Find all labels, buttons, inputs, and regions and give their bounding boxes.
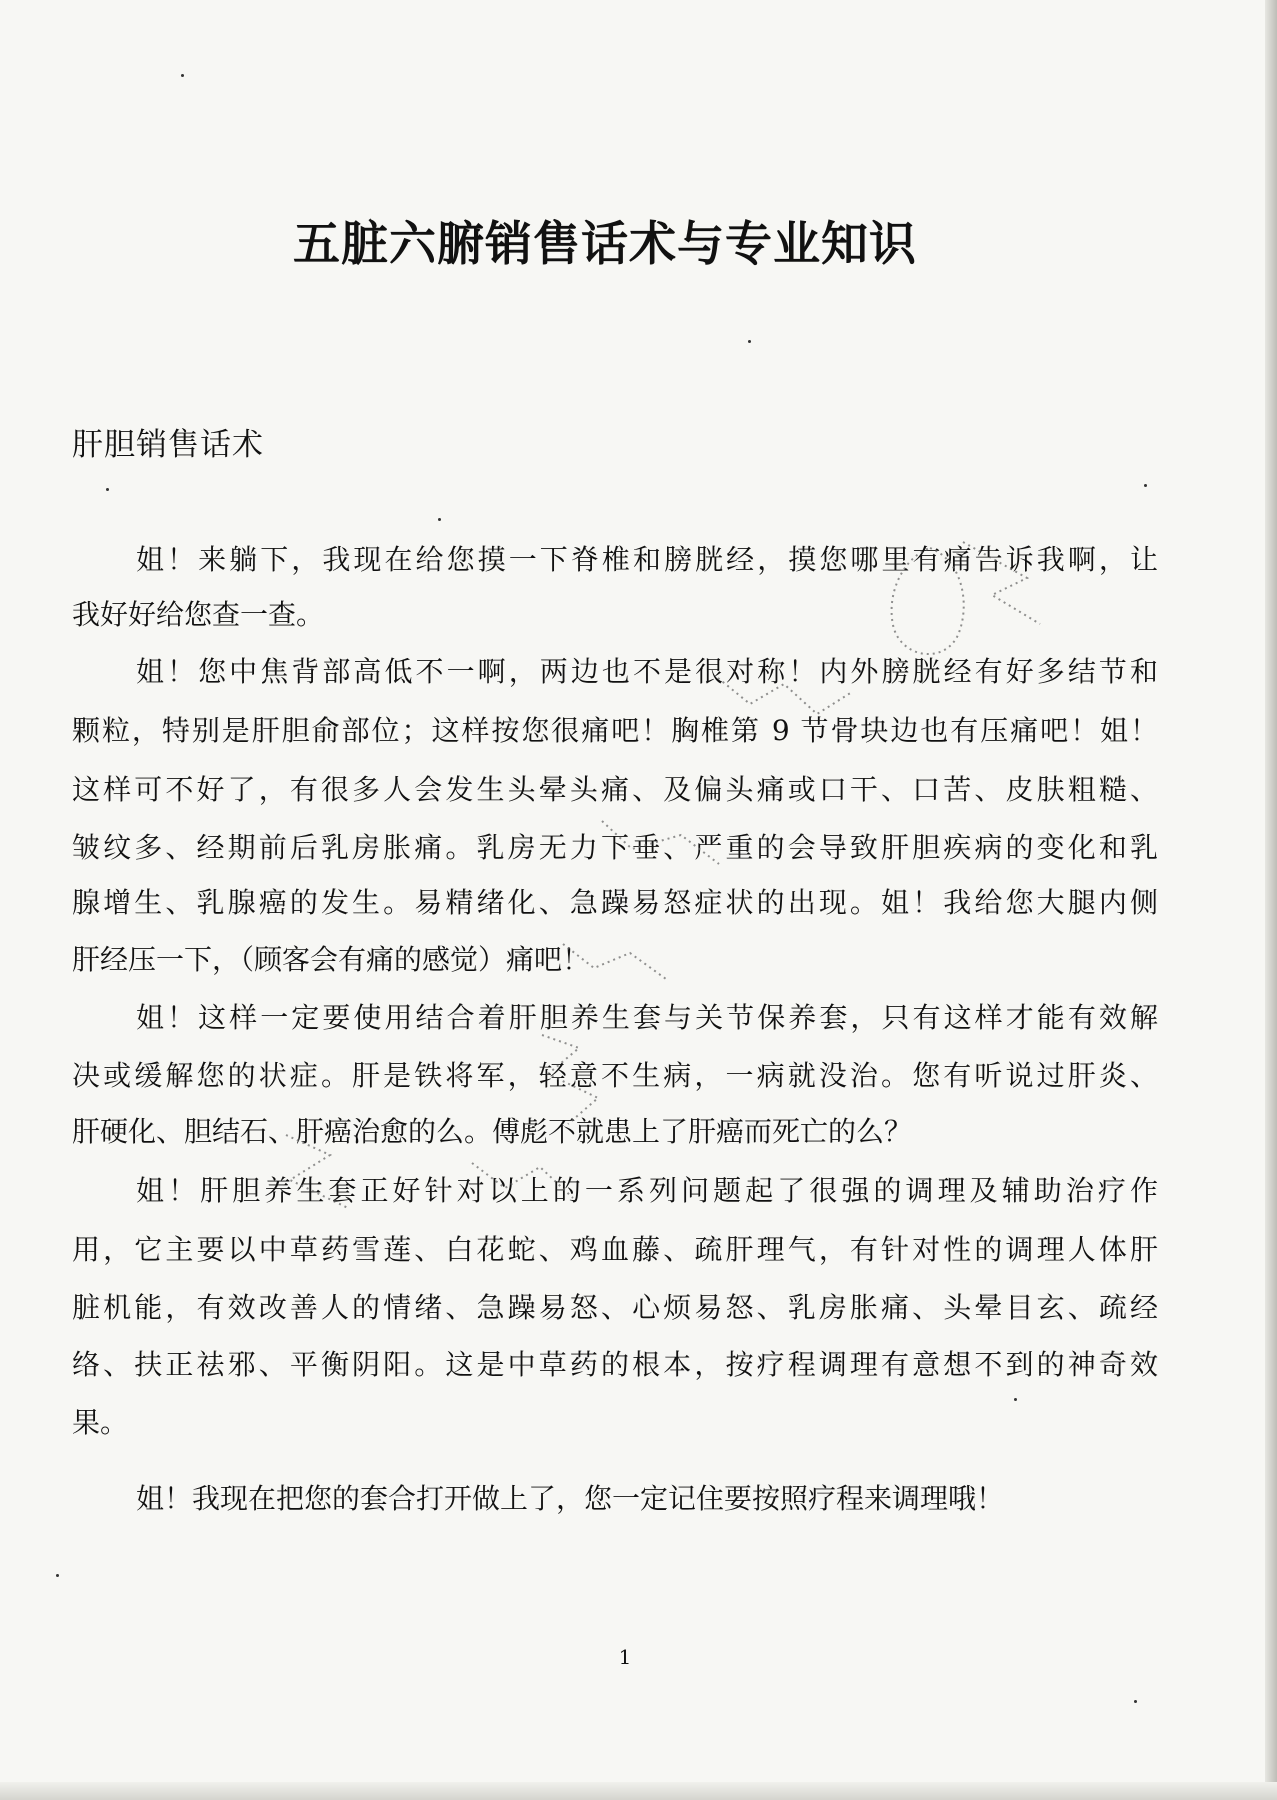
paragraph-line: 姐！您中焦背部高低不一啊，两边也不是很对称！内外膀胱经有好多结节和 <box>136 655 1158 688</box>
paragraph-line: 决或缓解您的状症。肝是铁将军，轻意不生病，一病就没治。您有听说过肝炎、 <box>72 1059 1158 1092</box>
paragraph-line: 肝硬化、胆结石、肝癌治愈的么。傅彪不就患上了肝癌而死亡的么？ <box>72 1115 913 1148</box>
document-title: 五脏六腑销售话术与专业知识 <box>293 217 917 272</box>
scan-speck <box>1014 1398 1017 1401</box>
scan-speck <box>1134 1700 1137 1703</box>
paragraph-line: 络、扶正祛邪、平衡阴阳。这是中草药的根本，按疗程调理有意想不到的神奇效 <box>72 1348 1158 1381</box>
paragraph-line: 脏机能，有效改善人的情绪、急躁易怒、心烦易怒、乳房胀痛、头晕目玄、疏经 <box>72 1291 1158 1324</box>
paragraph-line: 姐！这样一定要使用结合着肝胆养生套与关节保养套，只有这样才能有效解 <box>136 1001 1158 1034</box>
paragraph-line: 用，它主要以中草药雪莲、白花蛇、鸡血藤、疏肝理气，有针对性的调理人体肝 <box>72 1233 1158 1266</box>
scan-shadow-right <box>1265 0 1277 1800</box>
scan-speck <box>181 74 184 77</box>
paragraph-line: 这样可不好了，有很多人会发生头晕头痛、及偏头痛或口干、口苦、皮肤粗糙、 <box>72 773 1158 806</box>
scan-speck <box>438 518 441 521</box>
paragraph-line: 肝经压一下，（顾客会有痛的感觉）痛吧！ <box>72 943 591 976</box>
section-title: 肝胆销售话术 <box>72 427 264 463</box>
scan-speck <box>56 1574 59 1577</box>
scan-speck <box>748 340 751 343</box>
scan-shadow-bottom <box>0 1782 1277 1800</box>
paragraph-line: 皱纹多、经期前后乳房胀痛。乳房无力下垂、严重的会导致肝胆疾病的变化和乳 <box>72 831 1158 864</box>
paragraph-line: 姐！我现在把您的套合打开做上了，您一定记住要按照疗程来调理哦！ <box>136 1482 1005 1515</box>
paragraph-line: 果。 <box>72 1406 129 1439</box>
paragraph-line: 腺增生、乳腺癌的发生。易精绪化、急躁易怒症状的出现。姐！我给您大腿内侧 <box>72 886 1158 919</box>
scan-speck <box>1144 484 1147 487</box>
paragraph-line: 我好好给您查一查。 <box>72 598 325 631</box>
page-number: 1 <box>618 1645 632 1669</box>
paragraph-line: 颗粒，特别是肝胆俞部位；这样按您很痛吧！胸椎第 9 节骨块边也有压痛吧！姐！ <box>72 714 1158 747</box>
scan-speck <box>106 488 109 491</box>
paragraph-line: 姐！肝胆养生套正好针对以上的一系列问题起了很强的调理及辅助治疗作 <box>136 1174 1158 1207</box>
paragraph-line: 姐！来躺下，我现在给您摸一下脊椎和膀胱经，摸您哪里有痛告诉我啊，让 <box>136 543 1158 576</box>
